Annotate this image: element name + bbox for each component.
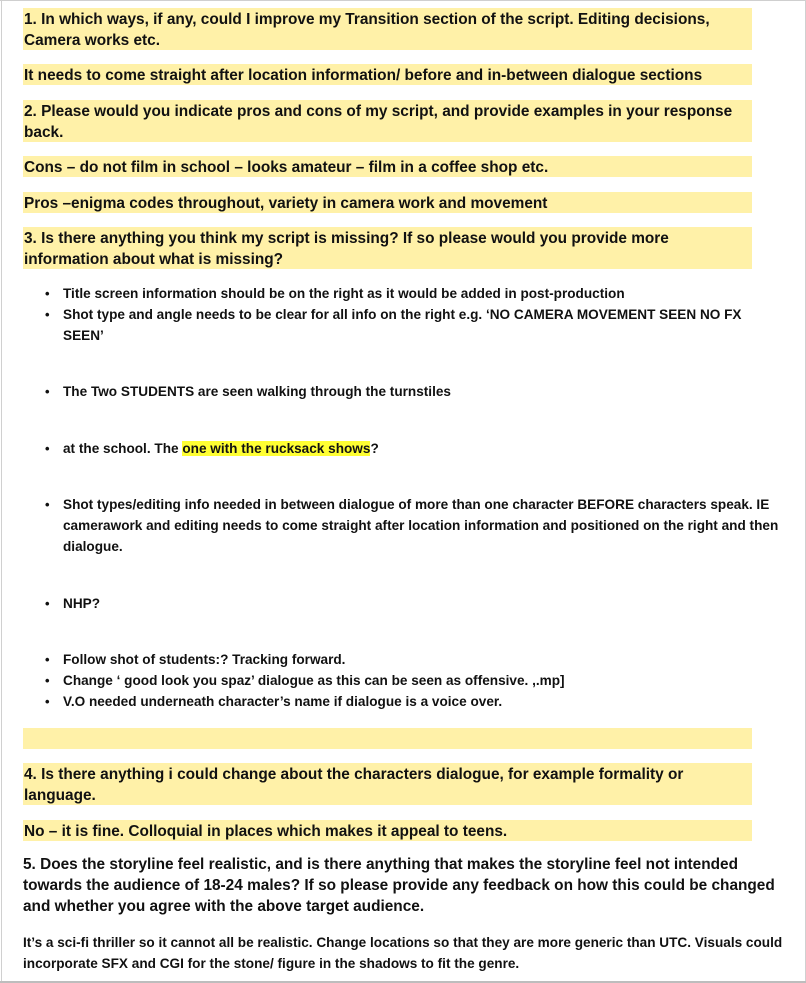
bullet-shot-types-editing: • Shot types/editing info needed in between dialogue of more than one character BEFORE characters speak. IE camerawork and editing needs to come straight after location information and positioned on the right and then dialogue.: [63, 494, 783, 557]
answer-5: It’s a sci-fi thriller so it cannot all be realistic. Change locations so that they are more generic than UTC. Visuals could incorporate SFX and CGI for the stone/ figure in the shadows to fit the genre.: [23, 935, 783, 971]
bullet-voice-over: • V.O needed underneath character’s name if dialogue is a voice over.: [63, 691, 783, 712]
question-4: 4. Is there anything i could change about the characters dialogue, for example formality or language.: [23, 763, 752, 805]
bullet-title-screen: • Title screen information should be on the right as it would be added in post-production: [63, 283, 783, 304]
bullet-change-dialogue: • Change ‘ good look you spaz’ dialogue as this can be seen as offensive. ,.mp]: [63, 670, 783, 691]
question-1: 1. In which ways, if any, could I improve my Transition section of the script. Editing decisions, Camera works etc.: [23, 8, 752, 50]
answer-4: No – it is fine. Colloquial in places which makes it appeal to teens.: [23, 820, 752, 841]
question-3: 3. Is there anything you think my script is missing? If so please would you provide more information about what is missing?: [23, 227, 752, 269]
bullet-turnstiles: • The Two STUDENTS are seen walking through the turnstiles: [63, 381, 783, 402]
answer-2-pros: Pros –enigma codes throughout, variety in camera work and movement: [23, 192, 752, 213]
answer-2-cons: Cons – do not film in school – looks amateur – film in a coffee shop etc.: [23, 156, 752, 177]
page-border-top: [0, 0, 806, 1]
school-prefix: at the school. The: [63, 441, 183, 456]
empty-highlight-line: [23, 728, 752, 749]
answer-1: It needs to come straight after location information/ before and in-between dialogue sections: [23, 64, 752, 85]
question-5: 5. Does the storyline feel realistic, and is there anything that makes the storyline feel not intended towards the audience of 18-24 males? If so please provide any feedback on how this could be changed and whether you agree with the above target audience.: [23, 856, 775, 915]
highlighted-text: one with the rucksack shows: [182, 441, 371, 456]
page-border-left: [1, 0, 2, 983]
bullet-school: [63, 438, 783, 459]
bullet-follow-shot: • Follow shot of students:? Tracking forward.: [63, 649, 783, 670]
bullet-shot-type: • Shot type and angle needs to be clear for all info on the right e.g. ‘NO CAMERA MOVEMENT SEEN NO FX SEEN’: [63, 304, 783, 346]
school-suffix: ?: [370, 441, 379, 456]
question-2: 2. Please would you indicate pros and cons of my script, and provide examples in your response back.: [23, 100, 752, 142]
bullet-nhp: • NHP?: [63, 593, 783, 614]
